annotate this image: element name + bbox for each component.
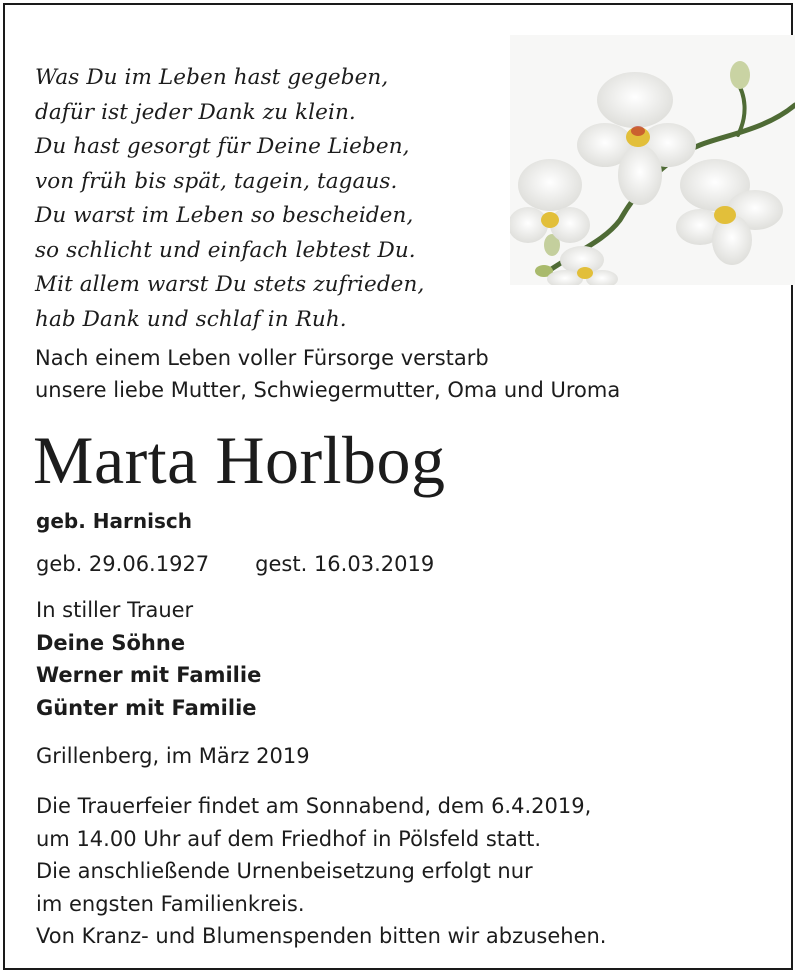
poem-line: Mit allem warst Du stets zufrieden,	[35, 272, 425, 297]
maiden-name: geb. Harnisch	[36, 509, 192, 533]
birth-date: geb. 29.06.1927	[36, 552, 210, 576]
notice-line: um 14.00 Uhr auf dem Friedhof in Pölsfeld statt.	[36, 826, 542, 851]
obituary-notice	[3, 3, 793, 970]
notice-line: Von Kranz- und Blumenspenden bitten wir abzusehen.	[36, 924, 607, 948]
poem-line: Du hast gesorgt für Deine Lieben,	[35, 134, 410, 159]
intro-text	[35, 342, 620, 406]
memorial-poem	[35, 61, 424, 337]
mourner-line: Deine Söhne	[36, 630, 186, 655]
poem-line: von früh bis spät, tagein, tagaus.	[35, 168, 398, 194]
mourner-line: Günter mit Familie	[36, 695, 257, 720]
notice-line: im engsten Familienkreis.	[36, 891, 305, 916]
notice-line: Die Trauerfeier findet am Sonnabend, dem 6.4.2019,	[36, 794, 592, 818]
poem-line: Was Du im Leben hast gegeben,	[35, 65, 389, 90]
poem-line: hab Dank und schlaf in Ruh.	[35, 306, 347, 332]
intro-line: Nach einem Leben voller Fürsorge verstarb	[35, 346, 489, 370]
death-date: gest. 16.03.2019	[255, 552, 435, 576]
funeral-notice	[36, 790, 607, 953]
life-dates	[36, 548, 434, 580]
intro-line: unsere liebe Mutter, Schwiegermutter, Oma und Uroma	[35, 378, 621, 402]
deceased-name: Marta Horlbog	[33, 422, 446, 498]
orchid-icon	[510, 35, 795, 285]
poem-line: dafür ist jeder Dank zu klein.	[35, 99, 356, 125]
mourners-list	[36, 594, 261, 724]
mourners-heading: In stiller Trauer	[36, 598, 194, 622]
mourner-line: Werner mit Familie	[36, 663, 262, 687]
place-date: Grillenberg, im März 2019	[36, 744, 310, 768]
notice-line: Die anschließende Urnenbeisetzung erfolgt nur	[36, 859, 533, 883]
poem-line: so schlicht und einfach lebtest Du.	[35, 237, 416, 263]
poem-line: Du warst im Leben so bescheiden,	[35, 203, 414, 228]
